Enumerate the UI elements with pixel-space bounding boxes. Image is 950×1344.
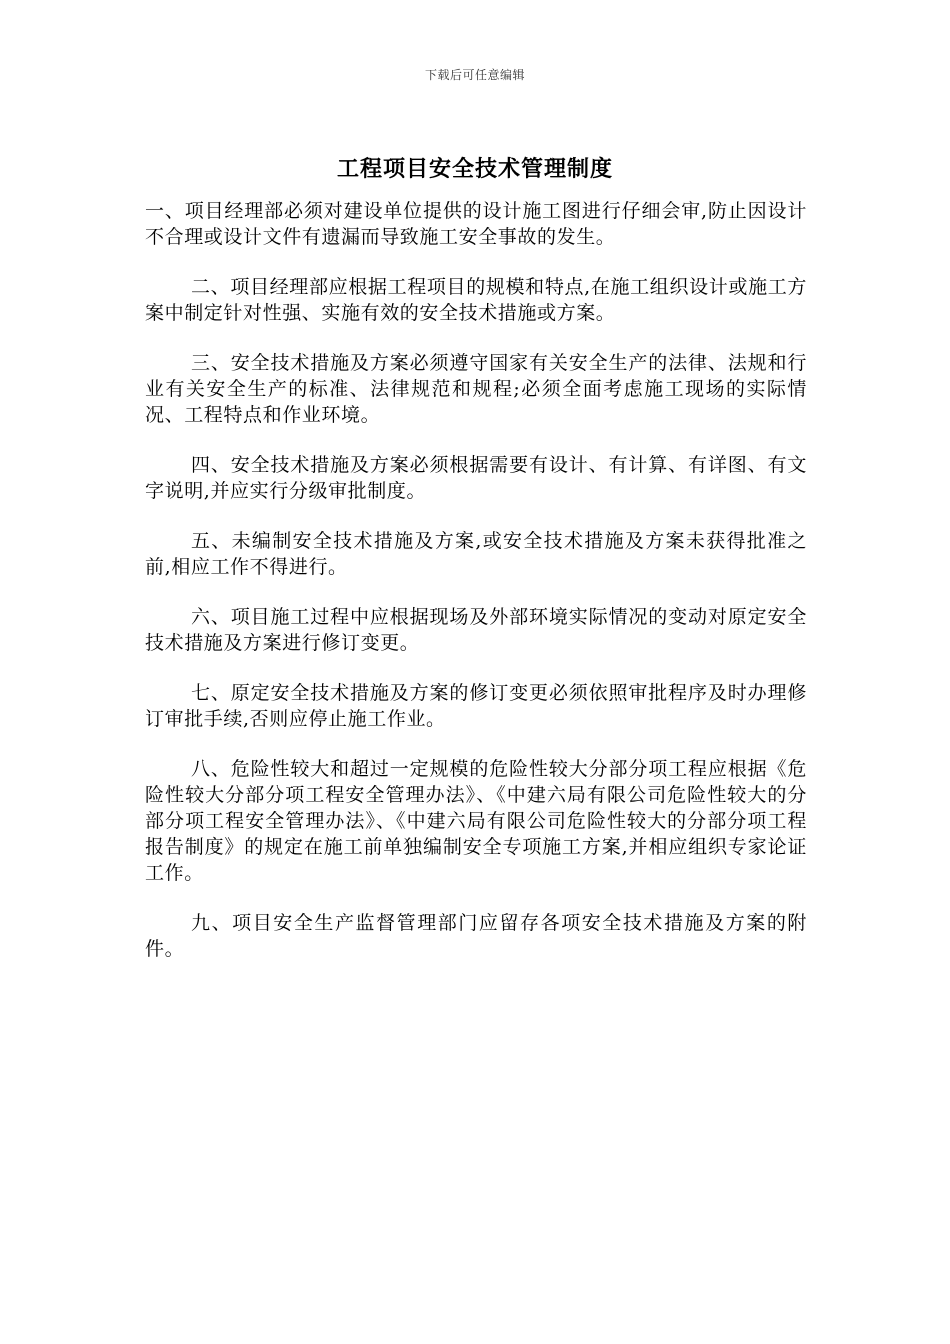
paragraph-2: 二、项目经理部应根据工程项目的规模和特点,在施工组织设计或施工方案中制定针对性强、实施有效的安全技术措施或方案。 (145, 276, 807, 324)
paragraph-8: 八、危险性较大和超过一定规模的危险性较大分部分项工程应根据《危险性较大分部分项工程安全管理办法》、《中建六局有限公司危险性较大的分部分项工程安全管理办法》、《中建六局有限公司危险性较大的分部分项工程报告制度》的规定在施工前单独编制安全专项施工方案,并相应组织专家论证工作。 (145, 758, 807, 884)
paragraph-4: 四、安全技术措施及方案必须根据需要有设计、有计算、有详图、有文字说明,并应实行分级审批制度。 (145, 454, 807, 502)
paragraph-1: 一、项目经理部必须对建设单位提供的设计施工图进行仔细会审,防止因设计不合理或设计文件有遗漏而导致施工安全事故的发生。 (145, 200, 807, 248)
paragraph-9: 九、项目安全生产监督管理部门应留存各项安全技术措施及方案的附件。 (145, 912, 807, 960)
paragraph-7: 七、原定安全技术措施及方案的修订变更必须依照审批程序及时办理修订审批手续,否则应停止施工作业。 (145, 682, 807, 730)
document-body (145, 198, 807, 986)
header-note: 下载后可任意编辑 (424, 68, 525, 82)
document-title: 工程项目安全技术管理制度 (336, 157, 613, 182)
paragraph-6: 六、项目施工过程中应根据现场及外部环境实际情况的变动对原定安全技术措施及方案进行修订变更。 (145, 606, 807, 654)
paragraph-3: 三、安全技术措施及方案必须遵守国家有关安全生产的法律、法规和行业有关安全生产的标准、法律规范和规程;必须全面考虑施工现场的实际情况、工程特点和作业环境。 (145, 352, 807, 426)
paragraph-5: 五、未编制安全技术措施及方案,或安全技术措施及方案未获得批准之前,相应工作不得进行。 (145, 530, 807, 578)
